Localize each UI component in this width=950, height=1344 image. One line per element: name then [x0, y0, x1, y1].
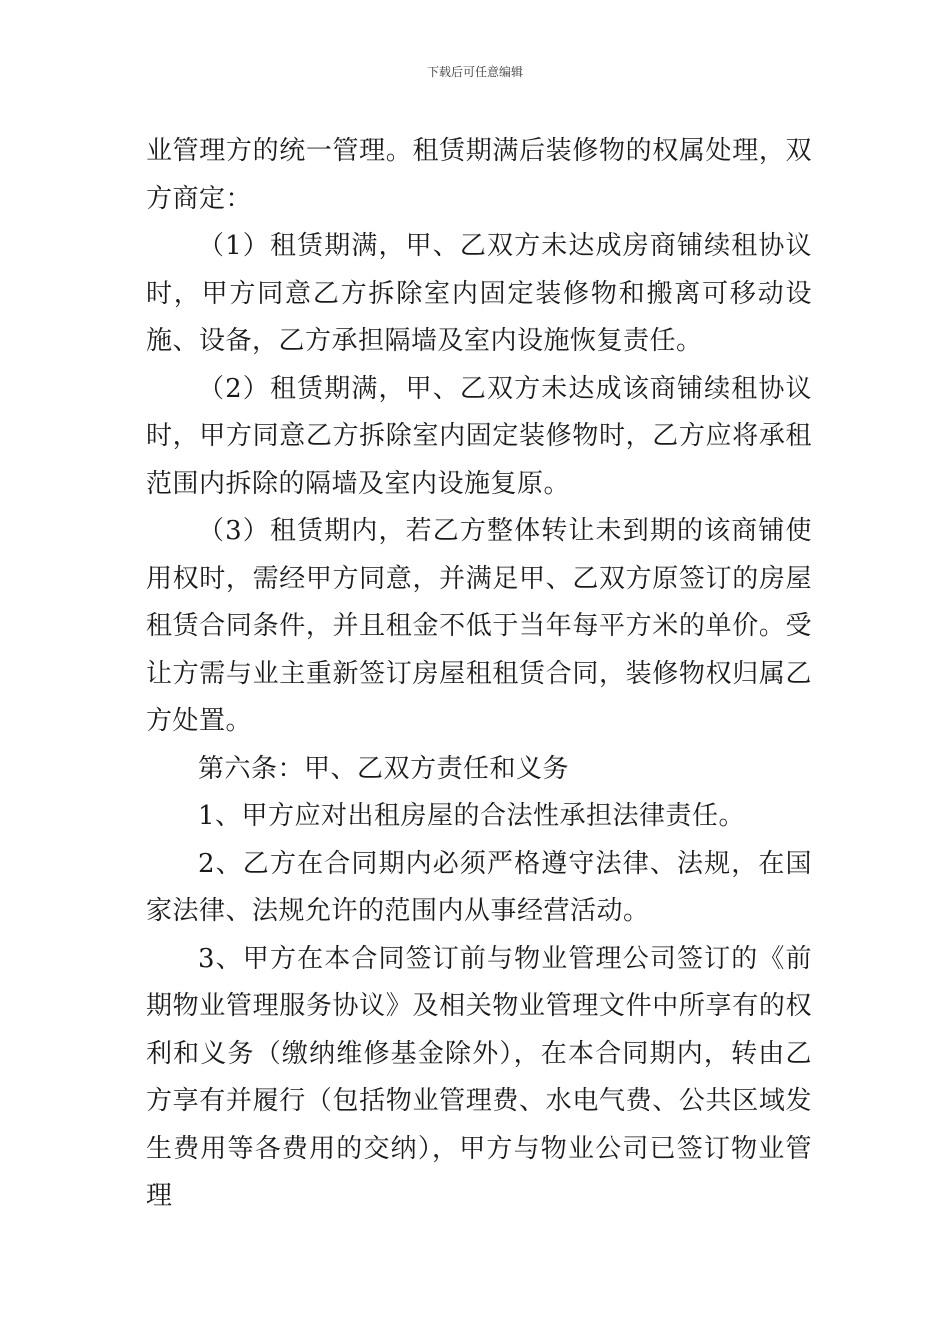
section-heading-article-6: 第六条：甲、乙双方责任和义务: [198, 753, 570, 784]
paragraph-duty-2: 2、乙方在合同期内必须严格遵守法律、法规，在国家法律、法规允许的范围内从事经营活动。: [146, 848, 812, 926]
page-header-note: 下载后可任意编辑: [426, 65, 523, 79]
paragraph-clause-3: （3）租赁期内，若乙方整体转让未到期的该商铺使用权时，需经甲方同意，并满足甲、乙双方原签订的房屋租赁合同条件，并且租金不低于当年每平方米的单价。受让方需与业主重新签订房屋租租赁合同，装修物权归属乙方处置。: [146, 516, 812, 736]
paragraph-decoration-ownership: 业管理方的统一管理。租赁期满后装修物的权属处理，双方商定：: [146, 136, 812, 214]
paragraph-duty-1: 1、甲方应对出租房屋的合法性承担法律责任。: [198, 801, 746, 831]
paragraph-duty-3: 3、甲方在本合同签订前与物业管理公司签订的《前期物业管理服务协议》及相关物业管理文件中所享有的权利和义务（缴纳维修基金除外），在本合同期内，转由乙方享有并履行（包括物业管理费、水电气费、公共区域发生费用等各费用的交纳），甲方与物业公司已签订物业管理: [146, 943, 812, 1211]
document-body: [146, 128, 812, 1221]
paragraph-clause-2: （2）租赁期满，甲、乙双方未达成该商铺续租协议时，甲方同意乙方拆除室内固定装修物时，乙方应将承租范围内拆除的隔墙及室内设施复原。: [146, 373, 812, 499]
paragraph-clause-1: （1）租赁期满，甲、乙双方未达成房商铺续租协议时，甲方同意乙方拆除室内固定装修物和搬离可移动设施、设备，乙方承担隔墙及室内设施恢复责任。: [146, 231, 812, 356]
